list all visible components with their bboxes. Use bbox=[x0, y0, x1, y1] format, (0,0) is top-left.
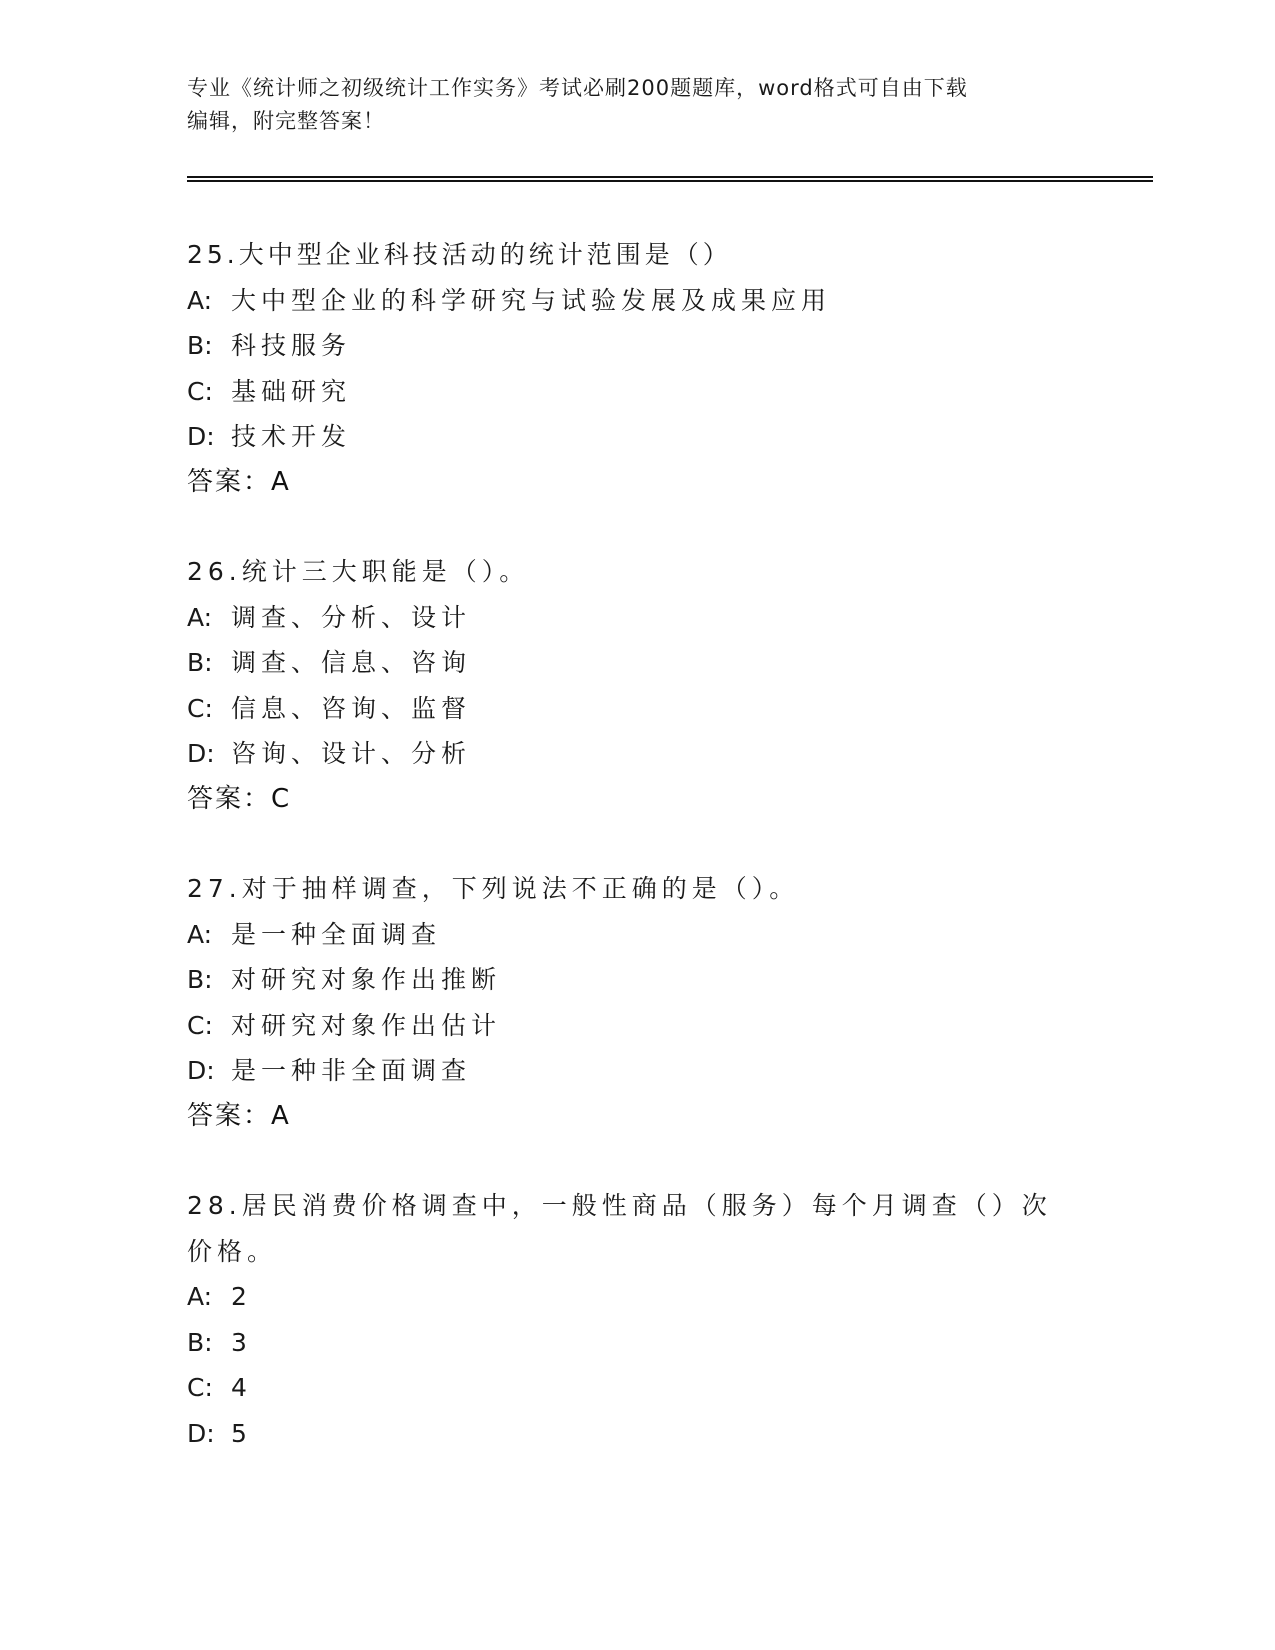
option-a bbox=[187, 595, 1187, 641]
option-b bbox=[187, 957, 1187, 1003]
option-letter: A: bbox=[187, 1282, 213, 1311]
header-line-2: 编辑，附完整答案！ bbox=[187, 109, 385, 133]
option-letter: D: bbox=[187, 1056, 215, 1085]
option-letter: D: bbox=[187, 422, 215, 451]
question-stem: 26.统计三大职能是（）。 bbox=[187, 557, 530, 586]
option-c bbox=[187, 1365, 1187, 1411]
option-c bbox=[187, 686, 1187, 732]
option-text: 基础研究 bbox=[231, 376, 352, 406]
option-text: 2 bbox=[231, 1282, 252, 1311]
option-letter: A: bbox=[187, 602, 213, 632]
header-line-1: 专业《统计师之初级统计工作实务》考试必刷200题题库，word格式可自由下载 bbox=[187, 76, 968, 100]
option-b bbox=[187, 640, 1187, 686]
option-text: 对研究对象作出估计 bbox=[231, 1010, 502, 1040]
option-text: 调查、分析、设计 bbox=[231, 602, 472, 632]
option-a bbox=[187, 912, 1187, 958]
question-25 bbox=[187, 232, 1187, 505]
answer-line: 答案：A bbox=[187, 466, 291, 497]
question-27 bbox=[187, 866, 1187, 1139]
option-text: 信息、咨询、监督 bbox=[231, 693, 472, 723]
option-letter: B: bbox=[187, 648, 213, 677]
option-text: 科技服务 bbox=[231, 331, 352, 360]
option-text: 调查、信息、咨询 bbox=[231, 648, 472, 677]
option-b bbox=[187, 1320, 1187, 1366]
option-letter: B: bbox=[187, 331, 213, 360]
option-text: 4 bbox=[231, 1373, 252, 1402]
option-text: 对研究对象作出推断 bbox=[231, 965, 502, 994]
option-text: 咨询、设计、分析 bbox=[231, 739, 472, 768]
question-stem: 25.大中型企业科技活动的统计范围是（） bbox=[187, 240, 732, 269]
document-header bbox=[187, 72, 1067, 138]
option-text: 3 bbox=[231, 1327, 252, 1357]
option-d bbox=[187, 1048, 1187, 1094]
option-text: 技术开发 bbox=[231, 422, 352, 451]
option-letter: A: bbox=[187, 285, 213, 315]
header-divider bbox=[187, 176, 1153, 182]
option-text: 是一种全面调查 bbox=[231, 919, 442, 949]
option-d bbox=[187, 1411, 1187, 1457]
option-a bbox=[187, 1274, 1187, 1320]
option-a bbox=[187, 278, 1187, 324]
option-d bbox=[187, 731, 1187, 777]
option-letter: A: bbox=[187, 919, 213, 949]
option-text: 大中型企业的科学研究与试验发展及成果应用 bbox=[231, 285, 832, 315]
option-letter: D: bbox=[187, 739, 215, 768]
option-c bbox=[187, 369, 1187, 415]
option-letter: C: bbox=[187, 1373, 213, 1402]
answer-line: 答案：A bbox=[187, 1100, 291, 1131]
question-28 bbox=[187, 1183, 1187, 1456]
option-c bbox=[187, 1003, 1187, 1049]
option-letter: B: bbox=[187, 965, 213, 994]
option-text: 是一种非全面调查 bbox=[231, 1056, 472, 1085]
option-b bbox=[187, 323, 1187, 369]
question-26 bbox=[187, 549, 1187, 822]
answer-line: 答案：C bbox=[187, 783, 292, 814]
option-letter: C: bbox=[187, 693, 213, 723]
option-text: 5 bbox=[231, 1418, 252, 1448]
question-stem: 28.居民消费价格调查中，一般性商品（服务）每个月调查（）次价格。 bbox=[187, 1191, 1052, 1266]
question-list bbox=[187, 232, 1187, 1500]
option-letter: D: bbox=[187, 1418, 215, 1448]
option-letter: C: bbox=[187, 376, 213, 406]
question-stem: 27.对于抽样调查，下列说法不正确的是（）。 bbox=[187, 874, 800, 903]
option-letter: B: bbox=[187, 1327, 213, 1357]
option-letter: C: bbox=[187, 1010, 213, 1040]
option-d bbox=[187, 414, 1187, 460]
